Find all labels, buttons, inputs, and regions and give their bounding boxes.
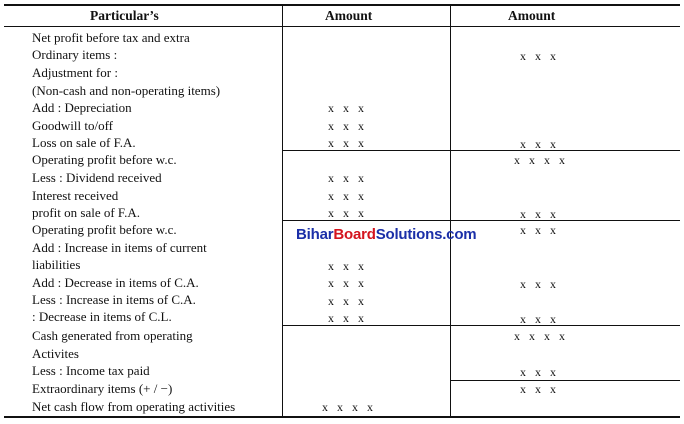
row-amount-2: x x x	[520, 365, 559, 379]
row-particular: Interest received	[32, 188, 119, 203]
row-amount-1: x x x	[328, 311, 367, 325]
row-particular: Net profit before tax and extra	[32, 30, 190, 45]
watermark-part3: Solutions.com	[375, 226, 477, 243]
row-particular: Add : Depreciation	[32, 100, 132, 115]
row-particular: Less : Income tax paid	[32, 363, 150, 378]
row-amount-2: x x x	[520, 277, 559, 291]
row-amount-1: x x x	[328, 189, 367, 203]
row-amount-1: x x x	[328, 276, 367, 290]
row-particular: Add : Decrease in items of C.A.	[32, 275, 199, 290]
row-particular: Net cash flow from operating activities	[32, 399, 236, 414]
row-amount-2: x x x	[520, 223, 559, 237]
row-particular: Activites	[32, 346, 79, 361]
row-particular: Adjustment for :	[32, 65, 118, 80]
row-amount-2: x x x	[520, 137, 559, 151]
row-amount-1: x x x	[328, 101, 367, 115]
header-particulars: Particular’s	[90, 8, 159, 23]
row-amount-2: x x x	[520, 312, 559, 326]
site-watermark	[296, 226, 476, 243]
row-amount-2: x x x	[520, 382, 559, 396]
row-particular: Less : Dividend received	[32, 170, 162, 185]
header-bottom-rule	[4, 26, 680, 27]
header-amount-1: Amount	[325, 8, 373, 23]
row-particular: Operating profit before w.c.	[32, 152, 177, 167]
watermark-part1: Bihar	[296, 226, 334, 243]
table-top-rule	[4, 4, 680, 6]
row-particular: Operating profit before w.c.	[32, 222, 177, 237]
row-amount-1: x x x	[328, 119, 367, 133]
row-particular: Add : Increase in items of current	[32, 240, 207, 255]
row-amount-2: x x x x	[514, 153, 568, 167]
row-particular: profit on sale of F.A.	[32, 205, 140, 220]
column-divider-right	[450, 4, 451, 417]
column-divider-left	[282, 4, 283, 417]
row-particular: Goodwill to/off	[32, 118, 114, 133]
watermark-part2: Board	[333, 226, 376, 243]
row-amount-2: x x x	[520, 207, 559, 221]
row-particular: (Non-cash and non-operating items)	[32, 83, 221, 98]
row-particular: Extraordinary items (+ / −)	[32, 381, 173, 396]
row-amount-1: x x x	[328, 294, 367, 308]
row-amount-1: x x x x	[322, 400, 376, 414]
table-bottom-rule	[4, 416, 680, 418]
row-particular: Loss on sale of F.A.	[32, 135, 136, 150]
row-amount-1: x x x	[328, 206, 367, 220]
section-rule-4	[450, 380, 680, 381]
row-particular: liabilities	[32, 257, 81, 272]
row-particular: : Decrease in items of C.L.	[32, 309, 172, 324]
row-amount-2: x x x x	[514, 329, 568, 343]
row-amount-2: x x x	[520, 49, 559, 63]
row-particular: Less : Increase in items of C.A.	[32, 292, 196, 307]
header-amount-2: Amount	[508, 8, 556, 23]
row-particular: Ordinary items :	[32, 47, 118, 62]
row-amount-1: x x x	[328, 136, 367, 150]
row-amount-1: x x x	[328, 171, 367, 185]
row-particular: Cash generated from operating	[32, 328, 193, 343]
row-amount-1: x x x	[328, 259, 367, 273]
